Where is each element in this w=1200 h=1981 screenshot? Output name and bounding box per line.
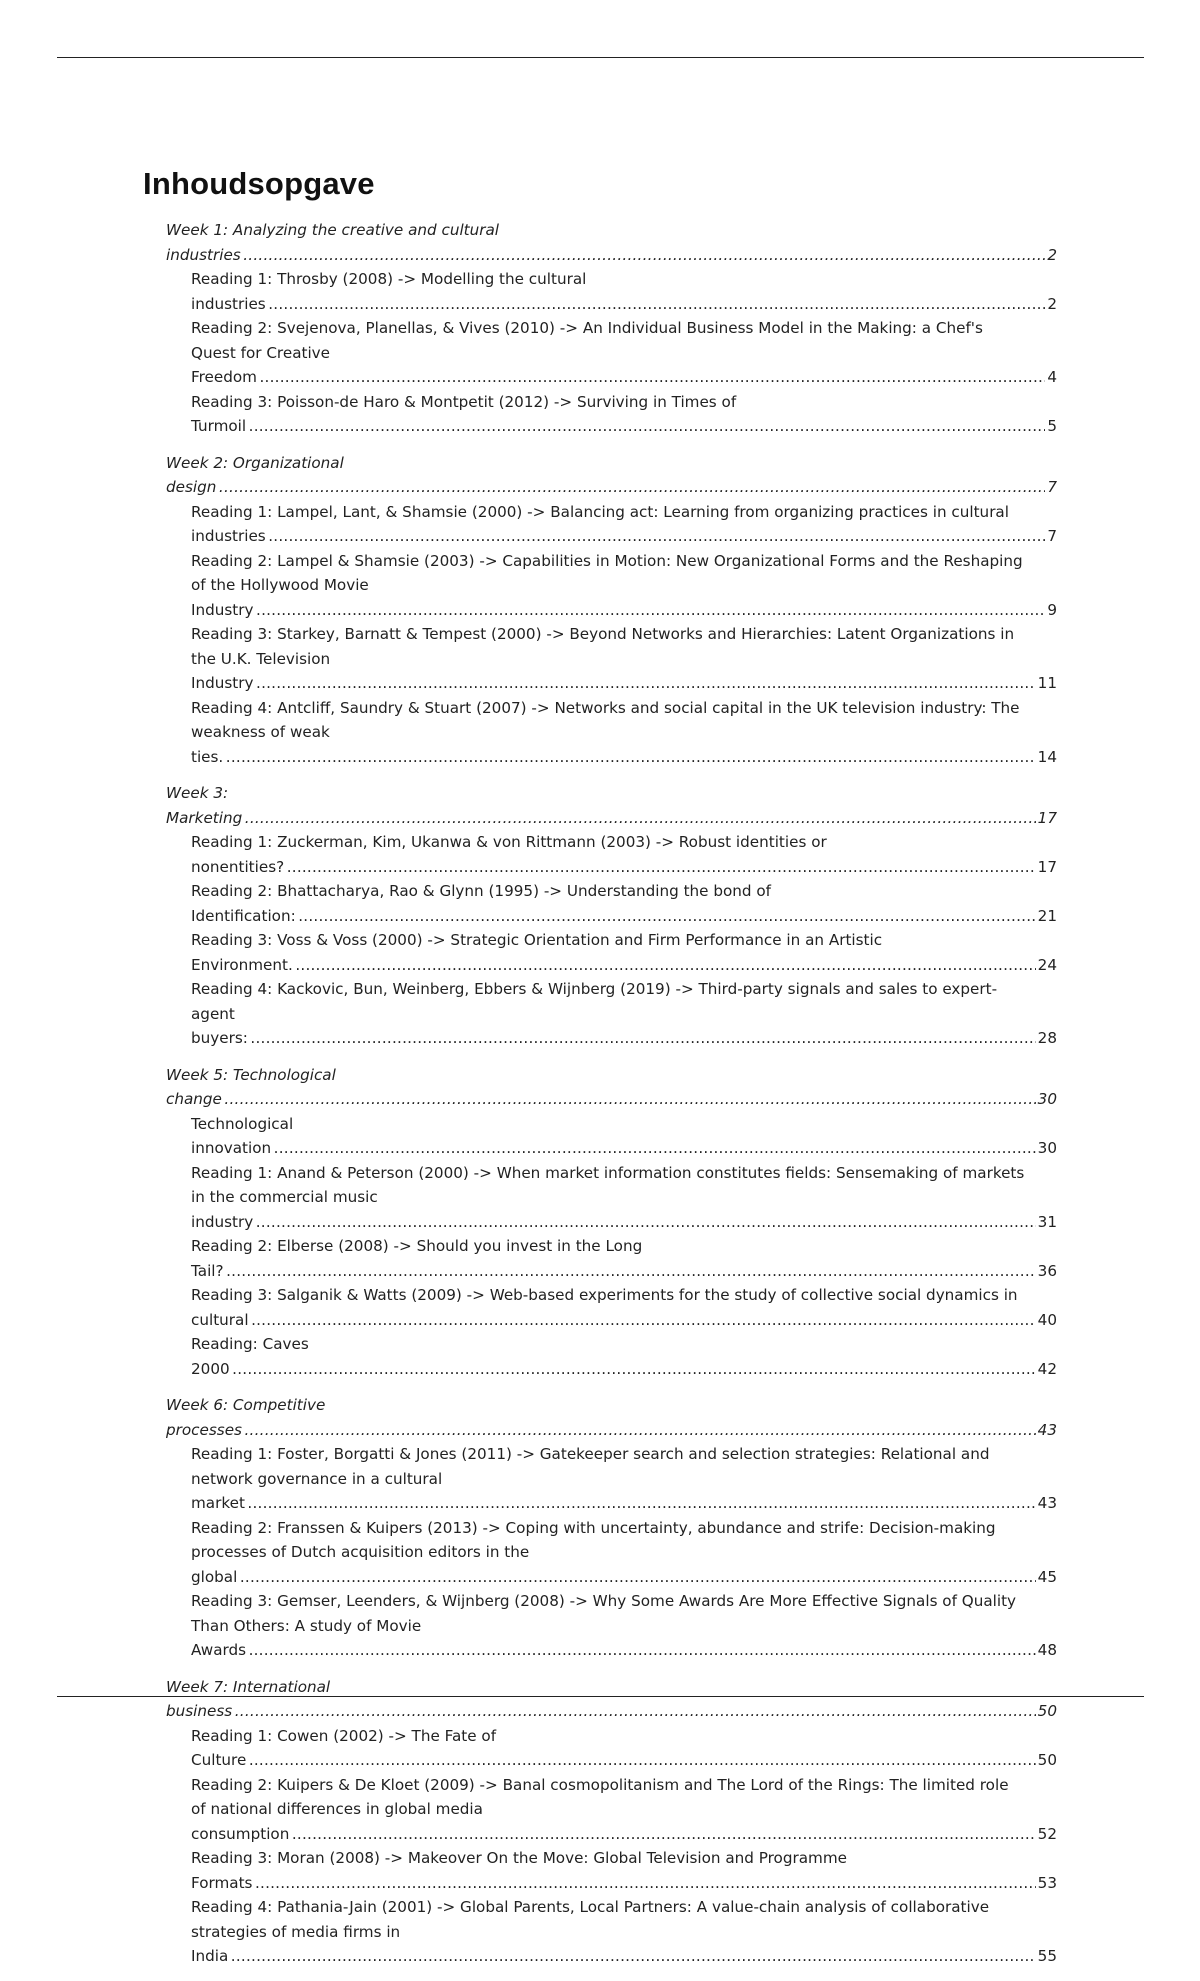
toc-page-number: 21 (1036, 904, 1057, 929)
toc-entry-label: Reading 3: Gemser, Leenders, & Wijnberg (2008) -> Why Some Awards Are More Effective Signals of Quality Than Others: A study of Movie Awards . . . (191, 1592, 1057, 1659)
toc-entry-label: Reading 1: Cowen (2002) -> The Fate of Culture . . . (191, 1727, 1057, 1770)
toc-entry-label: Reading 3: Starkey, Barnatt & Tempest (2000) -> Beyond Networks and Hierarchies: Latent Organizations in the U.K. Television Industry . . . (191, 625, 1057, 692)
toc-page-number: 11 (1036, 671, 1057, 696)
toc-link-week-5[interactable] (166, 1063, 1057, 1112)
toc-entry-label: Week 5: Technological change . . . (166, 1066, 1057, 1109)
header-rule (57, 57, 1144, 58)
toc-page-number: 55 (1036, 1944, 1057, 1969)
toc-week-7 (166, 1675, 1057, 1969)
toc-entry-label: Week 2: Organizational design . . . (166, 454, 1057, 497)
toc-entry-label: Reading 2: Lampel & Shamsie (2003) -> Capabilities in Motion: New Organizational Forms and the Reshaping of the Hollywood Movie Industry . . . (191, 552, 1057, 619)
toc-week-1 (166, 218, 1057, 439)
toc-entry-label: Week 6: Competitive processes . . . (166, 1396, 1057, 1439)
toc-page-number: 36 (1036, 1259, 1057, 1284)
toc-link-reading[interactable] (166, 1112, 1057, 1161)
toc-page-number: 31 (1036, 1210, 1057, 1235)
toc-entry-label: Reading 4: Antcliff, Saundry & Stuart (2007) -> Networks and social capital in the UK television industry: The weakness of weak ties. . . . (191, 699, 1057, 766)
toc-page-number: 9 (1045, 598, 1057, 623)
toc-link-reading[interactable] (166, 316, 1057, 390)
toc-entry-label: Reading 2: Svejenova, Planellas, & Vives (2010) -> An Individual Business Model in the Making: a Chef's Quest for Creative Freedom . . . (191, 319, 1057, 386)
toc-entry-label: Reading: Caves 2000 . . . (191, 1335, 1057, 1378)
toc-link-reading[interactable] (166, 1332, 1057, 1381)
toc-link-reading[interactable] (166, 622, 1057, 696)
toc-entry-label: Technological innovation . . . (191, 1115, 1057, 1158)
toc-link-reading[interactable] (166, 549, 1057, 623)
toc-page-number: 30 (1036, 1087, 1057, 1112)
toc-page-number: 4 (1045, 365, 1057, 390)
toc-entry-label: Reading 1: Zuckerman, Kim, Ukanwa & von Rittmann (2003) -> Robust identities or nonentities? . . . (191, 833, 1057, 876)
toc-entry-label: Reading 3: Salganik & Watts (2009) -> Web-based experiments for the study of collective social dynamics in cultural . . . (191, 1286, 1057, 1329)
toc-link-reading[interactable] (166, 696, 1057, 770)
toc-week-6 (166, 1393, 1057, 1663)
toc-page-number: 28 (1036, 1026, 1057, 1051)
toc-link-reading[interactable] (166, 1234, 1057, 1283)
toc-link-week-1[interactable] (166, 218, 1057, 267)
toc-entry-label: Reading 1: Foster, Borgatti & Jones (2011) -> Gatekeeper search and selection strategies: Relational and network governance in a cultural market . . . (191, 1445, 1057, 1512)
toc-page-number: 2 (1045, 243, 1057, 268)
toc-link-week-6[interactable] (166, 1393, 1057, 1442)
toc-page-number: 53 (1036, 1871, 1057, 1896)
toc-entry-label: Week 1: Analyzing the creative and cultural industries . . . (166, 221, 1057, 264)
toc-link-reading[interactable] (166, 1773, 1057, 1847)
page-title: Inhoudsopgave (143, 166, 375, 201)
toc-page-number: 30 (1036, 1136, 1057, 1161)
toc-entry-label: Reading 4: Kackovic, Bun, Weinberg, Ebbers & Wijnberg (2019) -> Third-party signals and sales to expert-agent buyers: . . . (191, 980, 1057, 1047)
toc-link-reading[interactable] (166, 1846, 1057, 1895)
toc-week-2 (166, 451, 1057, 770)
toc-page-number: 50 (1036, 1748, 1057, 1773)
toc-entry-label: Reading 1: Throsby (2008) -> Modelling the cultural industries . . . (191, 270, 1057, 313)
toc-page-number: 7 (1045, 475, 1057, 500)
toc-entry-label: Reading 4: Pathania-Jain (2001) -> Global Parents, Local Partners: A value-chain analysis of collaborative strategies of media firms in India . . . (191, 1898, 1057, 1965)
toc-entry-label: Week 7: International business . . . (166, 1678, 1057, 1721)
toc-page-number: 24 (1036, 953, 1057, 978)
toc-link-reading[interactable] (166, 1161, 1057, 1235)
toc-entry-label: Week 3: Marketing . . . (166, 784, 1057, 827)
toc-entry-label: Reading 2: Elberse (2008) -> Should you invest in the Long Tail? . . . (191, 1237, 1057, 1280)
toc-page-number: 45 (1036, 1565, 1057, 1590)
toc-page-number: 7 (1045, 524, 1057, 549)
toc-page-number: 5 (1045, 414, 1057, 439)
toc-entry-label: Reading 3: Voss & Voss (2000) -> Strategic Orientation and Firm Performance in an Artistic Environment. . . . (191, 931, 1057, 974)
toc-link-reading[interactable] (166, 977, 1057, 1051)
toc-link-reading[interactable] (166, 1895, 1057, 1969)
toc-link-reading[interactable] (166, 928, 1057, 977)
toc-page-number: 17 (1036, 806, 1057, 831)
toc-page-number: 14 (1036, 745, 1057, 770)
toc-entry-label: Reading 1: Lampel, Lant, & Shamsie (2000) -> Balancing act: Learning from organizing practices in cultural industries . . . (191, 503, 1057, 546)
toc-page-number: 17 (1036, 855, 1057, 880)
toc-link-reading[interactable] (166, 879, 1057, 928)
toc-link-reading[interactable] (166, 1516, 1057, 1590)
table-of-contents (166, 218, 1057, 1981)
toc-entry-label: Reading 2: Bhattacharya, Rao & Glynn (1995) -> Understanding the bond of Identification: . . . (191, 882, 1057, 925)
toc-link-week-3[interactable] (166, 781, 1057, 830)
footer-rule (57, 1696, 1144, 1697)
toc-link-reading[interactable] (166, 500, 1057, 549)
toc-page-number: 43 (1036, 1418, 1057, 1443)
toc-page-number: 2 (1045, 292, 1057, 317)
toc-link-reading[interactable] (166, 1724, 1057, 1773)
toc-page-number: 48 (1036, 1638, 1057, 1663)
toc-link-reading[interactable] (166, 830, 1057, 879)
toc-week-5 (166, 1063, 1057, 1382)
toc-page-number: 43 (1036, 1491, 1057, 1516)
toc-entry-label: Reading 3: Poisson-de Haro & Montpetit (2012) -> Surviving in Times of Turmoil . . . (191, 393, 1057, 436)
toc-link-week-2[interactable] (166, 451, 1057, 500)
toc-link-reading[interactable] (166, 267, 1057, 316)
toc-page-number: 52 (1036, 1822, 1057, 1847)
toc-link-week-7[interactable] (166, 1675, 1057, 1724)
toc-link-reading[interactable] (166, 1589, 1057, 1663)
toc-link-reading[interactable] (166, 1283, 1057, 1332)
toc-link-reading[interactable] (166, 390, 1057, 439)
toc-page-number: 50 (1036, 1699, 1057, 1724)
toc-entry-label: Reading 2: Kuipers & De Kloet (2009) -> Banal cosmopolitanism and The Lord of the Rings: The limited role of national differences in global media consumption . . . (191, 1776, 1057, 1843)
toc-week-3 (166, 781, 1057, 1051)
toc-entry-label: Reading 1: Anand & Peterson (2000) -> When market information constitutes fields: Sensemaking of markets in the commercial music industry . . . (191, 1164, 1057, 1231)
toc-page-number: 40 (1036, 1308, 1057, 1333)
toc-entry-label: Reading 2: Franssen & Kuipers (2013) -> Coping with uncertainty, abundance and strife: Decision-making processes of Dutch acquisition editors in the global . . . (191, 1519, 1057, 1586)
toc-page-number: 42 (1036, 1357, 1057, 1382)
toc-link-reading[interactable] (166, 1442, 1057, 1516)
toc-entry-label: Reading 3: Moran (2008) -> Makeover On the Move: Global Television and Programme Formats . . . (191, 1849, 1057, 1892)
